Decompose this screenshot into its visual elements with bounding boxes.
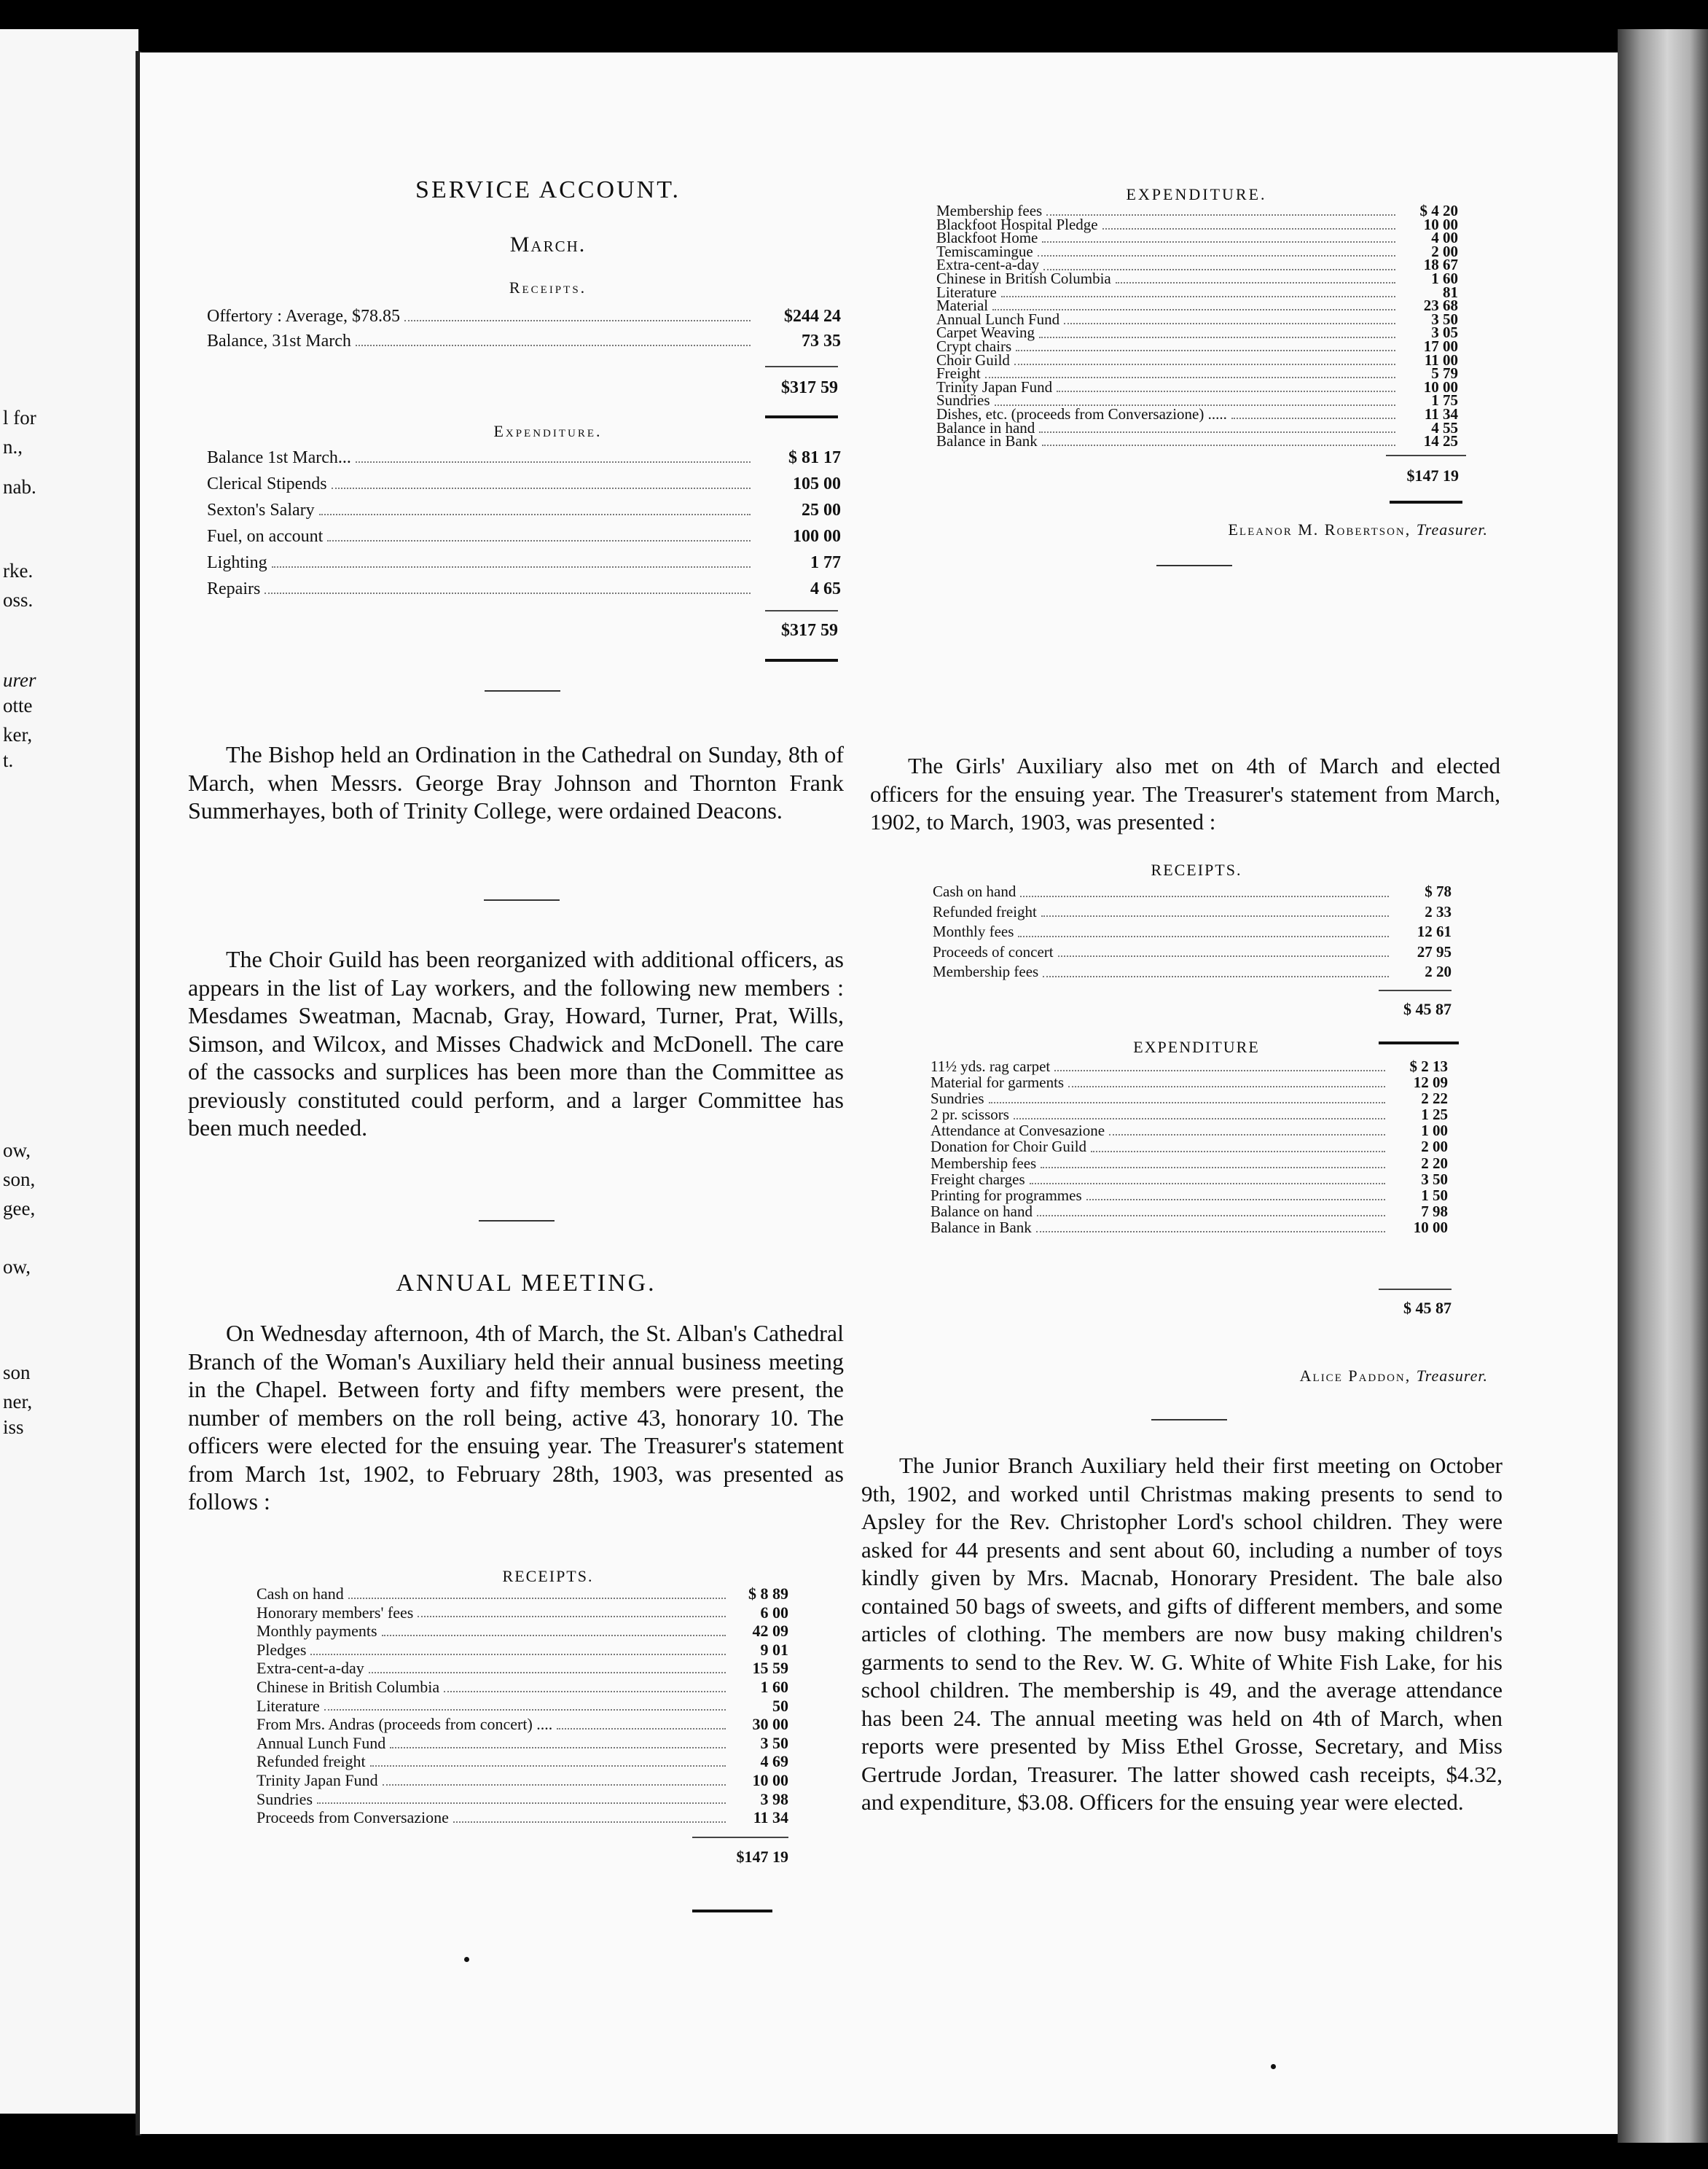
leader-dots <box>1054 1070 1385 1071</box>
annual-receipts-total: $147 19 <box>736 1848 788 1866</box>
ledger-label: Annual Lunch Fund <box>936 310 1060 328</box>
ledger-label: Temiscamingue <box>936 242 1033 260</box>
leader-dots <box>1058 955 1389 957</box>
ledger-label: Sundries <box>936 391 990 410</box>
ledger-row <box>256 1584 788 1603</box>
ledger-row <box>256 1771 788 1790</box>
girls-receipts-heading: RECEIPTS. <box>1151 861 1242 879</box>
ledger-label: Lighting <box>207 553 267 572</box>
subtotal-rule <box>765 610 838 611</box>
ledger-row <box>931 1138 1448 1154</box>
ledger-row <box>256 1752 788 1771</box>
ledger-label: Crypt chairs <box>936 337 1012 355</box>
total-rule <box>765 415 838 418</box>
leader-dots <box>272 566 751 568</box>
ledger-row <box>207 550 841 576</box>
ledger-row <box>931 1074 1448 1090</box>
leader-dots <box>1091 1151 1385 1152</box>
ledger-row <box>207 445 841 471</box>
ledger-row <box>931 1171 1448 1187</box>
ledger-row <box>933 922 1452 942</box>
ledger-amount: 27 95 <box>1417 942 1452 961</box>
leader-dots <box>1020 896 1389 897</box>
ledger-amount: 4 65 <box>810 579 841 598</box>
ledger-row <box>931 1106 1448 1122</box>
leader-dots <box>356 461 751 463</box>
leader-dots <box>1116 282 1395 284</box>
leader-dots <box>1037 1215 1385 1216</box>
ledger-label: Sexton's Salary <box>207 501 315 520</box>
ledger-label: Balance in Bank <box>936 432 1038 450</box>
ledger-row <box>936 269 1458 287</box>
ledger-row <box>931 1219 1448 1235</box>
ledger-row <box>936 434 1458 448</box>
ledger-amount: 1 75 <box>1431 391 1458 410</box>
ledger-amount: 12 61 <box>1417 923 1452 940</box>
prev-page-fragment: ow, <box>3 1139 31 1161</box>
ledger-amount: 11 00 <box>1424 351 1458 369</box>
ledger-row <box>931 1187 1448 1203</box>
leader-dots <box>1109 1134 1385 1136</box>
ledger-label: Proceeds from Conversazione <box>256 1808 449 1827</box>
leader-dots <box>404 320 751 321</box>
leader-dots <box>370 1765 726 1767</box>
ledger-label: Chinese in British Columbia <box>256 1677 440 1696</box>
ledger-amount: 18 67 <box>1423 256 1458 274</box>
service-expenditure-heading: Expenditure. <box>493 422 603 440</box>
prev-page-fragment: ow, <box>3 1256 31 1278</box>
ledger-label: Material for garments <box>931 1074 1065 1092</box>
section-separator <box>485 690 560 692</box>
leader-dots <box>1043 269 1395 270</box>
ledger-row <box>256 1603 788 1622</box>
ledger-row <box>936 364 1458 383</box>
ledger-label: Clerical Stipends <box>207 474 327 493</box>
ledger-row <box>256 1659 788 1678</box>
prev-page-fragment: gee, <box>3 1197 36 1219</box>
ledger-row <box>933 942 1452 963</box>
ledger-amount: 5 79 <box>1431 364 1458 383</box>
subtotal-rule <box>1386 455 1466 456</box>
ledger-amount: 4 55 <box>1431 418 1458 437</box>
leader-dots <box>1014 1118 1385 1119</box>
ledger-label: Membership fees <box>936 202 1043 219</box>
previous-page-edge <box>0 29 138 2114</box>
leader-dots <box>1039 337 1395 338</box>
ledger-amount: 42 09 <box>752 1622 788 1641</box>
prev-page-fragment: urer <box>3 669 36 691</box>
leader-dots <box>418 1616 726 1617</box>
ledger-amount: 11 34 <box>753 1808 788 1827</box>
total-rule <box>692 1910 772 1912</box>
ledger-label: Pledges <box>256 1640 307 1659</box>
ledger-label: Extra-cent-a-day <box>256 1659 364 1678</box>
ledger-label: Attendance at Convesazione <box>931 1122 1105 1140</box>
leader-dots <box>1041 915 1389 917</box>
leader-dots <box>317 1802 726 1804</box>
ledger-amount: 10 00 <box>1423 378 1458 396</box>
ledger-amount: 14 25 <box>1423 432 1458 450</box>
leader-dots <box>332 488 751 489</box>
leader-dots <box>1014 364 1395 365</box>
girls-auxiliary-paragraph: The Girls' Auxiliary also met on 4th of March and elected officers for the ensuing year. The Treasurer's statement from March, 1902, to March, 1903, was presented : <box>870 753 1500 835</box>
leader-dots <box>1018 936 1389 937</box>
subtotal-rule <box>1379 990 1452 991</box>
leader-dots <box>265 593 751 594</box>
ledger-row <box>936 337 1458 355</box>
leader-dots <box>453 1821 726 1823</box>
ledger-amount: 17 00 <box>1423 337 1458 355</box>
ledger-amount: 3 05 <box>1431 324 1458 342</box>
ledger-label: Donation for Choir Guild <box>931 1138 1087 1156</box>
ledger-label: Membership fees <box>933 963 1039 980</box>
ledger-amount: 1 25 <box>1421 1106 1448 1124</box>
ledger-row <box>931 1203 1448 1219</box>
ledger-row <box>936 353 1458 367</box>
ledger-label: Balance in Bank <box>931 1218 1032 1236</box>
service-receipts-total: $317 59 <box>781 378 838 397</box>
ledger-amount: 3 50 <box>1421 1170 1448 1188</box>
leader-dots <box>348 1598 726 1599</box>
ledger-label: Trinity Japan Fund <box>936 378 1053 396</box>
ledger-label: Refunded freight <box>256 1752 366 1771</box>
leader-dots <box>356 345 751 346</box>
ledger-label: Freight <box>936 364 981 383</box>
ledger-label: Material <box>936 297 989 315</box>
ledger-label: Freight charges <box>931 1170 1025 1188</box>
ledger-row <box>256 1790 788 1809</box>
ledger-amount: 100 00 <box>793 527 841 546</box>
ledger-amount: 9 01 <box>760 1640 788 1659</box>
ledger-label: Honorary members' fees <box>256 1603 414 1622</box>
print-speck <box>1271 2064 1276 2069</box>
ledger-label: Printing for programmes <box>931 1186 1082 1204</box>
leader-dots <box>310 1654 726 1655</box>
total-rule <box>1390 501 1462 504</box>
prev-page-fragment: ner, <box>3 1391 33 1412</box>
annual-receipts-heading: RECEIPTS. <box>502 1567 594 1585</box>
subtotal-rule <box>692 1837 788 1838</box>
leader-dots <box>1038 255 1395 257</box>
ledger-label: Extra-cent-a-day <box>936 256 1040 274</box>
girls-receipts-ledger <box>933 882 1452 982</box>
girls-expenditure-ledger <box>931 1058 1448 1235</box>
leader-dots <box>1039 431 1395 433</box>
section-separator <box>484 899 560 901</box>
ledger-row <box>256 1641 788 1660</box>
annual-meeting-title: ANNUAL MEETING. <box>396 1270 657 1297</box>
leader-dots <box>327 540 751 542</box>
leader-dots <box>382 1635 726 1636</box>
annual-expenditure-total: $147 19 <box>1406 466 1459 485</box>
ledger-label: Monthly fees <box>933 923 1014 940</box>
treasurer-signature: Eleanor M. Robertson, Treasurer. <box>1228 520 1488 539</box>
ledger-row <box>936 326 1458 340</box>
ledger-amount: $244 24 <box>784 307 841 326</box>
ledger-label: Balance 1st March... <box>207 448 351 467</box>
ledger-row <box>933 962 1452 982</box>
ledger-label: Choir Guild <box>936 351 1010 369</box>
ledger-label: Dishes, etc. (proceeds from Conversazione) ..... <box>936 405 1227 423</box>
leader-dots <box>557 1728 726 1730</box>
leader-dots <box>1086 1199 1385 1200</box>
section-separator <box>1156 565 1232 566</box>
ledger-amount: 1 60 <box>1431 269 1458 287</box>
leader-dots <box>1042 241 1395 243</box>
ledger-label: 2 pr. scissors <box>931 1106 1009 1124</box>
ledger-amount: 11 34 <box>1424 405 1458 423</box>
ordination-paragraph: The Bishop held an Ordination in the Cathedral on Sunday, 8th of March, when Messrs. George Bray Johnson and Thornton Frank Summerhayes, both of Trinity College, were ordained Deacons. <box>188 741 844 824</box>
ledger-row <box>256 1734 788 1753</box>
ledger-amount: 23 68 <box>1423 297 1458 315</box>
ledger-amount: 3 98 <box>760 1789 788 1808</box>
total-rule <box>765 659 838 662</box>
ledger-row <box>936 299 1458 313</box>
ledger-label: Literature <box>256 1696 320 1715</box>
leader-dots <box>1068 1086 1385 1087</box>
service-account-month: March. <box>509 232 587 257</box>
ledger-label: Sundries <box>931 1090 984 1108</box>
ledger-amount: 30 00 <box>752 1715 788 1734</box>
leader-dots <box>1102 228 1395 230</box>
subtotal-rule <box>765 366 838 367</box>
leader-dots <box>1036 1231 1385 1232</box>
ledger-label: Refunded freight <box>933 902 1037 921</box>
ledger-amount: 4 69 <box>760 1752 788 1771</box>
ledger-row <box>207 523 841 550</box>
ledger-amount: $ 4 20 <box>1419 202 1458 219</box>
prev-page-fragment: son <box>3 1361 31 1383</box>
ledger-row <box>256 1678 788 1697</box>
ledger-amount: 2 00 <box>1421 1138 1448 1156</box>
ledger-row <box>933 902 1452 923</box>
ledger-amount: 25 00 <box>802 501 841 520</box>
service-expenditure-total: $317 59 <box>781 621 838 640</box>
book-edge <box>1618 29 1708 2143</box>
ledger-amount: 3 50 <box>760 1733 788 1752</box>
prev-page-fragment: oss. <box>3 589 34 611</box>
ledger-row <box>207 497 841 523</box>
ledger-amount: 2 20 <box>1421 1154 1448 1172</box>
leader-dots <box>992 309 1395 310</box>
leader-dots <box>444 1691 726 1692</box>
ledger-label: Sundries <box>256 1789 313 1808</box>
ledger-amount: 15 59 <box>752 1659 788 1678</box>
leader-dots <box>390 1747 726 1748</box>
ledger-amount: 2 33 <box>1425 902 1452 921</box>
annual-receipts-ledger <box>256 1584 788 1827</box>
ledger-row <box>207 329 841 353</box>
prev-page-fragment: l for <box>3 407 36 429</box>
ledger-amount: 10 00 <box>1423 215 1458 233</box>
leader-dots <box>1231 418 1395 419</box>
ledger-label: Balance on hand <box>931 1202 1033 1220</box>
ledger-label: Trinity Japan Fund <box>256 1770 378 1789</box>
ledger-label: Repairs <box>207 579 261 598</box>
leader-dots <box>1057 391 1395 392</box>
ledger-row <box>931 1090 1448 1106</box>
ledger-label: Balance in hand <box>936 418 1035 437</box>
leader-dots <box>1043 976 1389 977</box>
document-page <box>140 52 1618 2134</box>
ledger-label: Cash on hand <box>933 883 1016 900</box>
leader-dots <box>324 1709 726 1711</box>
ledger-amount: 81 <box>1443 283 1458 301</box>
ledger-row <box>256 1808 788 1827</box>
prev-page-fragment: t. <box>3 749 14 771</box>
ledger-label: Offertory : Average, $78.85 <box>207 307 401 326</box>
ledger-amount: 1 77 <box>810 553 841 572</box>
ledger-amount: $ 2 13 <box>1409 1058 1448 1075</box>
leader-dots <box>1064 323 1395 324</box>
prev-page-fragment: n., <box>3 436 23 458</box>
prev-page-fragment: iss <box>3 1416 24 1438</box>
ledger-amount: 1 00 <box>1421 1122 1448 1140</box>
annual-meeting-paragraph: On Wednesday afternoon, 4th of March, the St. Alban's Cathedral Branch of the Woman's Auxiliary held their annual business meeting in the Chapel. Between forty and fifty members were present, the number of members on the roll being, active 43, honorary 10. The officers were elected for the ensuing year. The Treasurer's statement from March 1st, 1902, to February 28th, 1903, was presented as follows : <box>188 1320 844 1515</box>
leader-dots <box>1046 214 1395 216</box>
girls-receipts-total: $ 45 87 <box>1403 1000 1452 1018</box>
ledger-label: Annual Lunch Fund <box>256 1733 386 1752</box>
ledger-amount: 3 50 <box>1431 310 1458 328</box>
girls-expenditure-total: $ 45 87 <box>1403 1299 1452 1317</box>
ledger-row <box>931 1155 1448 1171</box>
leader-dots <box>985 377 1395 378</box>
leader-dots <box>995 405 1396 406</box>
ledger-row <box>256 1715 788 1734</box>
ledger-row <box>207 576 841 602</box>
ledger-amount: 105 00 <box>793 474 841 493</box>
ledger-row <box>936 380 1458 394</box>
ledger-amount: 50 <box>772 1696 788 1715</box>
ledger-row <box>936 391 1458 410</box>
ledger-amount: 10 00 <box>752 1770 788 1789</box>
ledger-amount: 7 98 <box>1421 1202 1448 1220</box>
ledger-row <box>931 1122 1448 1138</box>
ledger-amount: $ 78 <box>1425 883 1452 900</box>
leader-dots <box>1030 1183 1385 1184</box>
leader-dots <box>1001 296 1395 297</box>
ledger-amount: 2 00 <box>1431 242 1458 260</box>
prev-page-fragment: rke. <box>3 560 34 582</box>
ledger-amount: 2 20 <box>1425 963 1452 980</box>
junior-branch-paragraph: The Junior Branch Auxiliary held their first meeting on October 9th, 1902, and worked until Christmas making presents to send to Apsley for the Rev. Christopher Lord's school children. They were asked for 44 presents and sent about 60, including a number of toys kindly given by Mrs. Macnab, Honorary President. The bale also contained 50 bags of sweets, and gifts of different members, and some articles of clothing. The members are now busy making children's garments to send to the Rev. W. G. White of White Fish Lake, for his school children. The membership is 49, and the average attendance has been 24. The annual meeting was held on 4th of March, when reports were presented by Miss Ethel Grosse, Secretary, and Miss Gertrude Jordan, Treasurer. The latter showed cash receipts, $4.32, and expenditure, $3.08. Officers for the ensuing year were elected. <box>861 1453 1503 1815</box>
ledger-amount: $ 81 17 <box>788 448 841 467</box>
prev-page-fragment: ker, <box>3 724 33 746</box>
treasurer-signature-girls: Alice Paddon, Treasurer. <box>1299 1367 1488 1385</box>
ledger-row <box>207 471 841 497</box>
prev-page-fragment: nab. <box>3 476 36 498</box>
ledger-amount: 4 00 <box>1431 229 1458 247</box>
subtotal-rule <box>1379 1289 1452 1290</box>
ledger-label: Monthly payments <box>256 1622 377 1641</box>
ledger-amount: 6 00 <box>760 1603 788 1622</box>
choir-guild-paragraph: The Choir Guild has been reorganized with additional officers, as appears in the list of Lay workers, and the following new members : Mesdames Sweatman, Macnab, Gray, Howard, Turner, Prat, Wills, Simson, and Wilcox, and Misses Chadwick and McDonell. The care of the cassocks and surplices has been more than the Committee as previously constituted could perform, and a larger Committee has been much needed. <box>188 946 844 1141</box>
ledger-row <box>256 1622 788 1641</box>
leader-dots <box>1042 445 1395 446</box>
service-expenditure-ledger <box>207 445 841 602</box>
ledger-row <box>936 283 1458 301</box>
leader-dots <box>989 1102 1386 1103</box>
girls-expenditure-heading: EXPENDITURE <box>1133 1038 1260 1056</box>
ledger-row <box>931 1058 1448 1074</box>
section-separator <box>1151 1419 1227 1420</box>
ledger-amount: 10 00 <box>1413 1218 1448 1236</box>
ledger-amount: 2 22 <box>1421 1090 1448 1108</box>
ledger-amount: 73 35 <box>802 332 841 351</box>
ledger-label: Fuel, on account <box>207 527 324 546</box>
ledger-label: 11½ yds. rag carpet <box>931 1058 1051 1075</box>
ledger-label: Proceeds of concert <box>933 942 1054 961</box>
service-receipts-heading: Receipts. <box>509 278 587 297</box>
ledger-row <box>207 304 841 329</box>
leader-dots <box>1041 1167 1385 1168</box>
ledger-amount: 1 50 <box>1421 1186 1448 1204</box>
section-separator <box>479 1220 555 1222</box>
annual-expenditure-heading: EXPENDITURE. <box>1126 185 1267 203</box>
ledger-row <box>933 882 1452 902</box>
leader-dots <box>369 1672 726 1673</box>
leader-dots <box>383 1784 726 1786</box>
leader-dots <box>1016 350 1395 351</box>
ledger-row <box>256 1697 788 1716</box>
ledger-label: Chinese in British Columbia <box>936 269 1111 287</box>
ledger-label: Balance, 31st March <box>207 332 351 351</box>
ledger-label: Literature <box>936 283 997 301</box>
ledger-label: Blackfoot Home <box>936 229 1038 247</box>
service-account-title: SERVICE ACCOUNT. <box>415 176 681 203</box>
ledger-label: From Mrs. Andras (proceeds from concert) .... <box>256 1715 553 1734</box>
ledger-label: Cash on hand <box>256 1584 344 1603</box>
ledger-amount: $ 8 89 <box>748 1584 788 1603</box>
print-speck <box>464 1957 469 1962</box>
ledger-label: Blackfoot Hospital Pledge <box>936 215 1098 233</box>
annual-expenditure-ledger <box>936 204 1458 448</box>
prev-page-fragment: otte <box>3 695 33 716</box>
ledger-label: Carpet Weaving <box>936 324 1035 342</box>
ledger-amount: 1 60 <box>760 1677 788 1696</box>
ledger-amount: 12 09 <box>1413 1074 1448 1092</box>
leader-dots <box>319 514 751 515</box>
ledger-label: Membership fees <box>931 1154 1037 1172</box>
prev-page-fragment: son, <box>3 1168 36 1190</box>
service-receipts-ledger <box>207 304 841 353</box>
